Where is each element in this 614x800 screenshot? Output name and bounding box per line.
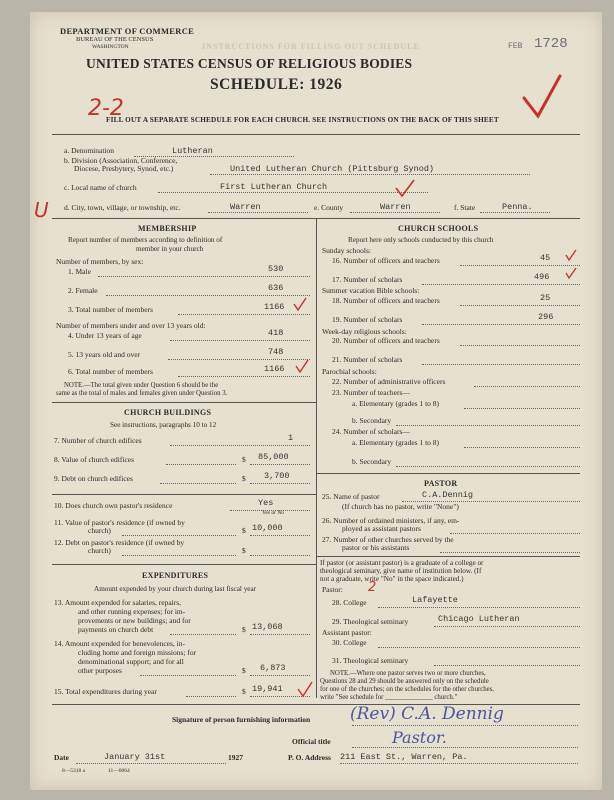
state-label: f. State [454, 203, 476, 212]
q2-label: 2. Female [68, 286, 98, 295]
q9-label: 9. Debt on church edifices [54, 474, 133, 483]
q28-value: Lafayette [412, 595, 458, 605]
official-title-label: Official title [292, 737, 331, 746]
under-13-label: Number of members under and over 13 years old: [56, 321, 206, 330]
q12-label-1: 12. Debt on pastor's residence (if owned by [54, 538, 185, 547]
buildings-title: CHURCH BUILDINGS [124, 408, 212, 417]
official-title-value: Pastor. [392, 728, 447, 747]
schools-title: CHURCH SCHOOLS [398, 224, 479, 233]
pastor-note-2: Questions 28 and 29 should be answered only on the schedule [320, 678, 489, 685]
q14-label-4: other purposes [78, 666, 122, 675]
q9-dollar: $ [242, 474, 246, 483]
summer-label: Summer vacation Bible schools: [322, 286, 420, 295]
q31-label: 31. Theological seminary [332, 656, 409, 665]
q13-label-1: 13. Amount expended for salaries, repairs, [54, 598, 182, 607]
date-value: January 31st [104, 752, 166, 762]
q27-label-1: 27. Number of other churches served by the [322, 535, 454, 544]
q25-value: C.A.Dennig [422, 490, 474, 500]
q19-label: 19. Number of scholars [332, 315, 403, 324]
expenditures-sub: Amount expended by your church during last fiscal year [94, 585, 257, 593]
division-label-2: Diocese, Presbytery, Synod, etc.) [74, 164, 174, 173]
signature-label: Signature of person furnishing information [172, 715, 311, 724]
city-label: d. City, town, village, or township, etc. [64, 203, 181, 212]
q13-dollar: $ [242, 625, 246, 634]
red-check-icon [294, 358, 310, 374]
q12-dollar: $ [242, 546, 246, 555]
q12-label-2: church) [88, 546, 111, 555]
weekday-label: Week-day religious schools: [322, 327, 407, 336]
bureau-label: BUREAU OF THE CENSUS [76, 36, 154, 43]
q3-label: 3. Total number of members [68, 305, 153, 314]
sunday-label: Sunday schools: [322, 246, 371, 255]
q13-value: 13,068 [252, 622, 283, 632]
q13-label-2: and other running expenses; for im- [78, 607, 186, 616]
red-mark-u: U [34, 198, 49, 222]
red-check-icon [296, 680, 314, 698]
q16-label: 16. Number of officers and teachers [332, 256, 440, 265]
form-title: UNITED STATES CENSUS OF RELIGIOUS BODIES [86, 56, 413, 71]
q25-label: 25. Name of pastor [322, 492, 380, 501]
red-check-icon [564, 266, 578, 280]
buildings-sub: See instructions, paragraphs 10 to 12 [110, 421, 217, 429]
q17-value: 496 [534, 272, 550, 282]
q24a-label: a. Elementary (grades 1 to 8) [352, 438, 440, 447]
q26-label-1: 26. Number of ordained ministers, if any, em- [322, 516, 460, 525]
church-name-value: First Lutheran Church [220, 182, 328, 192]
q24b-label: b. Secondary [352, 457, 392, 466]
q28-label: 28. College [332, 598, 367, 607]
red-mark-2-2: 2-2 [88, 96, 124, 121]
county-value: Warren [380, 202, 411, 212]
parochial-label: Parochial schools: [322, 367, 377, 376]
dept-label: DEPARTMENT OF COMMERCE [60, 26, 195, 36]
q6-label: 6. Total number of members [68, 367, 153, 376]
q6-value: 1166 [264, 364, 285, 374]
denomination-label: a. Denomination [64, 146, 114, 155]
q10-label: 10. Does church own pastor's residence [54, 501, 173, 510]
bleed-through: INSTRUCTIONS FOR FILLING OUT SCHEDULE [202, 42, 420, 51]
membership-note-2: same as the total of males and females given under Question 3. [56, 390, 228, 397]
q25-hint: (If church has no pastor, write "None") [342, 502, 459, 511]
q14-label-2: cluding home and foreign missions; for [78, 648, 197, 657]
date-year: 1927 [228, 753, 243, 762]
q15-label: 15. Total expenditures during year [54, 687, 157, 696]
grad-note-3: not a graduate, write "No" in the space indicated.) [320, 575, 464, 583]
q13-label-4: payments on church debt [78, 625, 154, 634]
red-check-icon [394, 178, 416, 198]
q18-value: 25 [540, 293, 551, 303]
membership-note-1: NOTE.—The total given under Question 6 should be the [64, 382, 219, 389]
stamp-number: 1728 [534, 36, 568, 52]
q15-value: 19,941 [252, 684, 283, 694]
county-label: e. County [314, 203, 344, 212]
q30-label: 30. College [332, 638, 367, 647]
pastor-note-1: NOTE.—Where one pastor serves two or more churches, [330, 670, 486, 677]
red-check-icon [564, 248, 578, 262]
q21-label: 21. Number of scholars [332, 355, 403, 364]
q14-label-1: 14. Amount expended for benevolences, in- [54, 639, 186, 648]
q8-dollar: $ [242, 455, 246, 464]
q5-label: 5. 13 years old and over [68, 350, 141, 359]
q14-dollar: $ [242, 666, 246, 675]
pastor-note-3: for one of the churches; on the schedules for the other churches, [320, 686, 495, 693]
q11-label-1: 11. Value of pastor's residence (if owned by [54, 518, 185, 527]
instruction-line: FILL OUT A SEPARATE SCHEDULE FOR EACH CHURCH. SEE INSTRUCTIONS ON THE BACK OF THIS SHEET [106, 116, 499, 124]
q1-value: 530 [268, 264, 284, 274]
schools-intro: Report here only schools conducted by this church [348, 236, 494, 244]
division-label-1: b. Division (Association, Conference, [64, 156, 178, 165]
expenditures-title: EXPENDITURES [142, 571, 209, 580]
q20-label: 20. Number of officers and teachers [332, 336, 440, 345]
q29-label: 29. Theological seminary [332, 617, 409, 626]
q14-value: 6,873 [260, 663, 286, 673]
city-value: Warren [230, 202, 261, 212]
q13-label-3: provements or new buildings; and for [78, 616, 191, 625]
q1-label: 1. Male [68, 267, 91, 276]
date-label: Date [54, 753, 69, 762]
q7-value: 1 [288, 433, 294, 443]
q5-value: 748 [268, 347, 284, 357]
q15-dollar: $ [242, 687, 246, 696]
form-number-2: 11—0064 [108, 768, 130, 774]
q4-value: 418 [268, 328, 284, 338]
division-value: United Lutheran Church (Pittsburg Synod) [230, 164, 435, 174]
q14-label-3: denominational support; and for all [78, 657, 184, 666]
q4-label: 4. Under 13 years of age [68, 331, 142, 340]
q29-value: Chicago Lutheran [438, 614, 520, 624]
by-sex-label: Number of members, by sex: [56, 257, 144, 266]
red-check-icon [292, 296, 308, 312]
form-number: 8—5318 a [62, 768, 86, 774]
q23a-label: a. Elementary (grades 1 to 8) [352, 399, 440, 408]
po-address-label: P. O. Address [288, 753, 331, 762]
signature-value: (Rev) C.A. Dennig [350, 704, 504, 724]
yes-no-hint: Yes or No [262, 510, 285, 516]
denomination-value: Lutheran [172, 146, 213, 156]
q22-label: 22. Number of administrative officers [332, 377, 446, 386]
pastor-title: PASTOR [424, 479, 458, 488]
asst-pastor-label: Assistant pastor: [322, 628, 372, 637]
grad-note-2: theological seminary, give name of institution below. (If [320, 567, 482, 575]
q26-label-2: ployed as assistant pastors [342, 524, 421, 533]
q23-label: 23. Number of teachers— [332, 388, 410, 397]
church-name-label: c. Local name of church [64, 183, 137, 192]
q11-value: 10,000 [252, 523, 283, 533]
q8-value: 85,000 [258, 452, 289, 462]
q7-label: 7. Number of church edifices [54, 436, 142, 445]
q16-value: 45 [540, 253, 551, 263]
membership-intro-1: Report number of members according to definition of [68, 236, 223, 244]
q11-label-2: church) [88, 526, 111, 535]
form-schedule: SCHEDULE: 1926 [210, 76, 343, 93]
membership-title: MEMBERSHIP [138, 224, 197, 233]
census-schedule-page [30, 12, 602, 790]
q3-value: 1166 [264, 302, 285, 312]
q17-label: 17. Number of scholars [332, 275, 403, 284]
red-check-icon [520, 74, 564, 120]
city-label: WASHINGTON [92, 44, 129, 50]
red-mark-2: 2 [368, 580, 377, 595]
q19-value: 296 [538, 312, 554, 322]
q9-value: 3,700 [264, 471, 290, 481]
stamp-feb: FEB [508, 42, 523, 51]
pastor-sub-label: Pastor: [322, 585, 343, 594]
q24-label: 24. Number of scholars— [332, 427, 410, 436]
q11-dollar: $ [242, 526, 246, 535]
pastor-note-4: write "See schedule for ______________ church." [320, 694, 458, 701]
grad-note-1: If pastor (or assistant pastor) is a graduate of a college or [320, 559, 484, 567]
po-address-value: 211 East St., Warren, Pa. [340, 752, 468, 762]
q8-label: 8. Value of church edifices [54, 455, 135, 464]
q10-value: Yes [258, 498, 274, 508]
q2-value: 636 [268, 283, 284, 293]
state-value: Penna. [502, 202, 533, 212]
q23b-label: b. Secondary [352, 416, 392, 425]
q27-label-2: pastor or his assistants [342, 543, 410, 552]
membership-intro-2: member in your church [136, 245, 204, 253]
q18-label: 18. Number of officers and teachers [332, 296, 440, 305]
